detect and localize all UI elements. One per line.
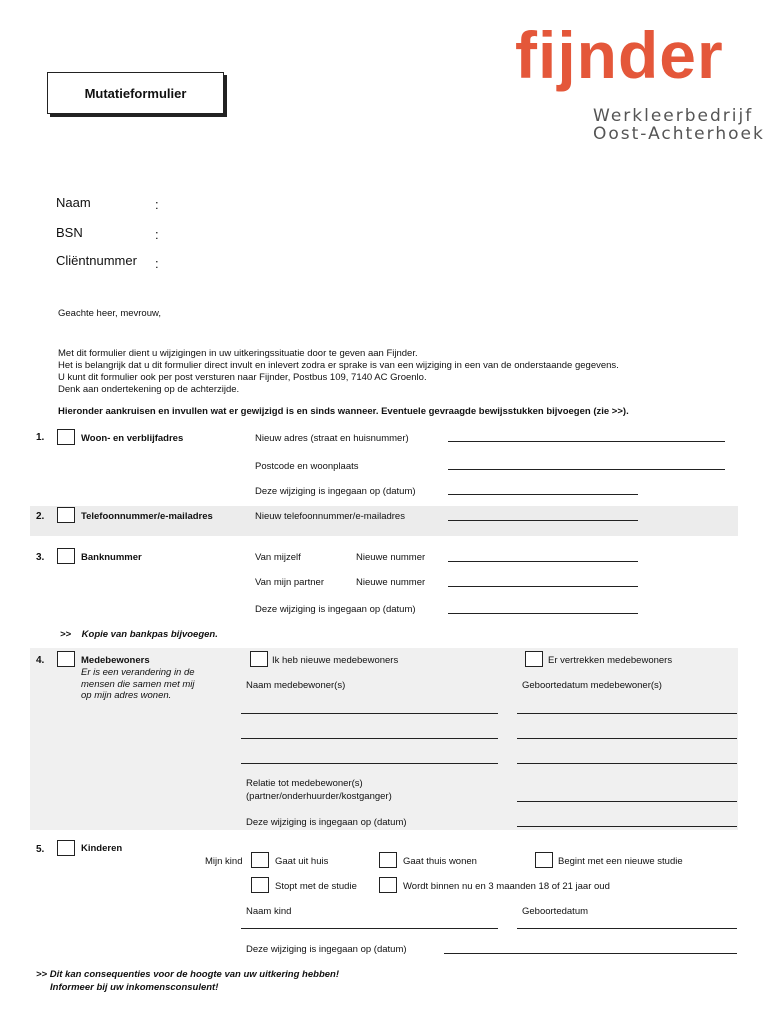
resident-name-line-3[interactable]: [241, 763, 498, 764]
section4-label: Medebewoners: [81, 655, 150, 666]
resident-birthdate-line-2[interactable]: [517, 738, 737, 739]
section3-label: Banknummer: [81, 552, 142, 563]
new-study-checkbox[interactable]: [535, 852, 553, 868]
section3-number: 3.: [36, 552, 45, 563]
section4-date-line[interactable]: [517, 826, 737, 827]
relation-line[interactable]: [517, 801, 737, 802]
section1-checkbox[interactable]: [57, 429, 75, 445]
section5-label: Kinderen: [81, 843, 123, 854]
child-birthdate-label: Geboortedatum: [522, 906, 589, 917]
section1-date-label: Deze wijziging is ingegaan op (datum): [255, 486, 416, 497]
section1-date-line[interactable]: [448, 494, 638, 495]
stop-study-checkbox[interactable]: [251, 877, 269, 893]
bank-partner-label: Van mijn partner: [255, 577, 324, 588]
resident-birthdate-line-3[interactable]: [517, 763, 737, 764]
new-study-label: Begint met een nieuwe studie: [558, 856, 683, 867]
resident-name-line-1[interactable]: [241, 713, 498, 714]
section4-date-label: Deze wijziging is ingegaan op (datum): [246, 817, 407, 828]
child-birthdate-line[interactable]: [517, 928, 737, 929]
new-residents-checkbox[interactable]: [250, 651, 268, 667]
greeting: Geachte heer, mevrouw,: [58, 308, 161, 319]
section5-date-label: Deze wijziging is ingegaan op (datum): [246, 944, 407, 955]
child-name-label: Naam kind: [246, 906, 292, 917]
stop-study-label: Stopt met de studie: [275, 881, 357, 892]
section2-checkbox[interactable]: [57, 507, 75, 523]
bank-self-line[interactable]: [448, 561, 638, 562]
postcode-label: Postcode en woonplaats: [255, 461, 359, 472]
section4-number: 4.: [36, 655, 45, 666]
bank-self-label: Van mijzelf: [255, 552, 301, 563]
section3-date-label: Deze wijziging is ingegaan op (datum): [255, 604, 416, 615]
instruction: Hieronder aankruisen en invullen wat er gewijzigd is en sinds wanneer. Eventuele gevraagde bewijsstukken bijvoegen (zie >>).: [58, 406, 629, 417]
bank-partner-line[interactable]: [448, 586, 638, 587]
client-number-colon: :: [155, 256, 159, 271]
new-address-label: Nieuw adres (straat en huisnummer): [255, 433, 409, 444]
section4-desc-line2: mensen die samen met mij: [81, 679, 195, 690]
leaves-home-checkbox[interactable]: [251, 852, 269, 868]
leaving-residents-checkbox[interactable]: [525, 651, 543, 667]
leaving-residents-label: Er vertrekken medebewoners: [548, 655, 673, 666]
name-colon: :: [155, 197, 159, 212]
resident-name-line-2[interactable]: [241, 738, 498, 739]
new-address-line[interactable]: [448, 441, 725, 442]
logo-subtitle-line2: Oost-Achterhoek: [593, 124, 765, 144]
section3-checkbox[interactable]: [57, 548, 75, 564]
my-child-label: Mijn kind: [205, 856, 243, 867]
intro-p2: Het is belangrijk dat u dit formulier direct invult en inlevert zodra er sprake is van een wijziging in een van de onderstaande gegevens.: [58, 360, 619, 371]
section1-number: 1.: [36, 432, 45, 443]
lives-home-checkbox[interactable]: [379, 852, 397, 868]
resident-birthdate-label: Geboortedatum medebewoner(s): [522, 680, 662, 691]
resident-names-label: Naam medebewoner(s): [246, 680, 346, 691]
section3-date-line[interactable]: [448, 613, 638, 614]
footer-warning-line2: Informeer bij uw inkomensconsulent!: [50, 982, 219, 993]
resident-birthdate-line-1[interactable]: [517, 713, 737, 714]
leaves-home-label: Gaat uit huis: [275, 856, 329, 867]
form-title: Mutatieformulier: [47, 72, 224, 114]
new-residents-label: Ik heb nieuwe medebewoners: [272, 655, 399, 666]
section5-date-line[interactable]: [444, 953, 737, 954]
turns-age-label: Wordt binnen nu en 3 maanden 18 of 21 jaar oud: [403, 881, 610, 892]
intro-p3: U kunt dit formulier ook per post versturen naar Fijnder, Postbus 109, 7140 AC Groenlo.: [58, 372, 427, 383]
bsn-colon: :: [155, 227, 159, 242]
section1-label: Woon- en verblijfadres: [81, 433, 184, 444]
child-name-line[interactable]: [241, 928, 498, 929]
fijnder-logo: fijnder: [515, 18, 724, 92]
bank-partner-new-number-label: Nieuwe nummer: [356, 577, 426, 588]
logo-subtitle-line1: Werkleerbedrijf: [593, 106, 754, 126]
postcode-line[interactable]: [448, 469, 725, 470]
section4-desc-line3: op mijn adres wonen.: [81, 690, 172, 701]
section5-number: 5.: [36, 844, 45, 855]
section4-desc-line1: Er is een verandering in de: [81, 667, 195, 678]
section5-checkbox[interactable]: [57, 840, 75, 856]
bsn-label: BSN: [56, 225, 83, 240]
new-phone-line[interactable]: [448, 520, 638, 521]
lives-home-label: Gaat thuis wonen: [403, 856, 477, 867]
bank-self-new-number-label: Nieuwe nummer: [356, 552, 426, 563]
turns-age-checkbox[interactable]: [379, 877, 397, 893]
name-label: Naam: [56, 195, 91, 210]
intro-p1: Met dit formulier dient u wijzigingen in uw uitkeringssituatie door te geven aan Fijnder.: [58, 348, 418, 359]
bankpas-note: >> Kopie van bankpas bijvoegen.: [60, 629, 218, 640]
footer-warning-line1: >> Dit kan consequenties voor de hoogte van uw uitkering hebben!: [36, 969, 339, 980]
client-number-label: Cliëntnummer: [56, 253, 137, 268]
section2-number: 2.: [36, 511, 45, 522]
relation-label-line2: (partner/onderhuurder/kostganger): [246, 791, 392, 802]
intro-p4: Denk aan ondertekening op de achterzijde.: [58, 384, 240, 395]
section4-checkbox[interactable]: [57, 651, 75, 667]
relation-label-line1: Relatie tot medebewoner(s): [246, 778, 363, 789]
section2-label: Telefoonnummer/e-mailadres: [81, 511, 213, 522]
new-phone-label: Nieuw telefoonnummer/e-mailadres: [255, 511, 405, 522]
